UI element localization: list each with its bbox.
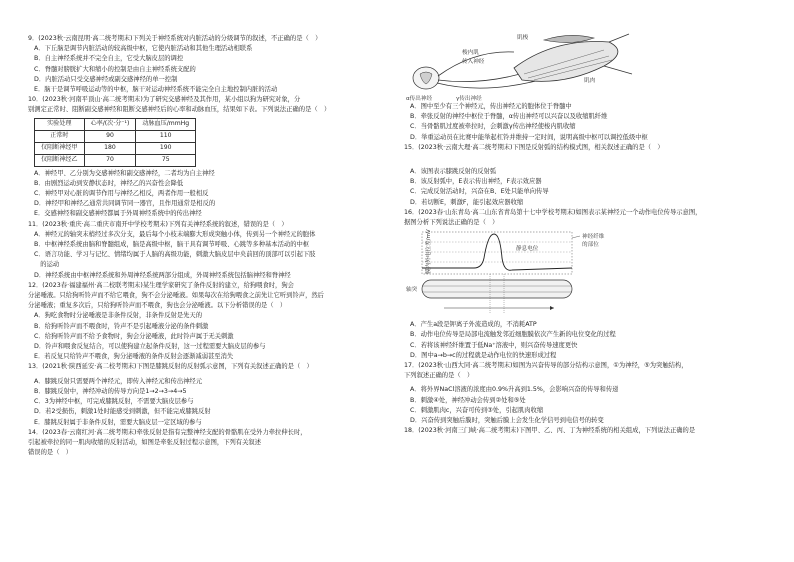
question-stem: 17．(2023秋·山西大同·高二统考期末)如图为兴奋传导的部分结构示意图，①为神经，⑤为突触结构， (404, 362, 688, 370)
table-header: 动脉血压/mmHg (136, 118, 196, 130)
option: C．若将该神经纤维置于低Na⁺溶液中，则兴奋传导速度更快 (410, 341, 578, 349)
option: D．图中a→b→c的过程就是动作电位的快速形成过程 (410, 351, 557, 359)
option: B．刺激④处，神经冲动会传到②处和⑤处 (410, 396, 526, 404)
question-stem: 10．(2023秋·河南平顶山·高二统考期末)为了研究交感神经及其作用，某小组以狗为研究对象，分 (28, 96, 301, 104)
option: E．膝跳反射属于非条件反射，需要大脑皮层一定区域的参与 (34, 418, 202, 426)
figure-label: 肌肉 (584, 78, 596, 84)
question-15 (404, 143, 766, 208)
question-12 (28, 281, 390, 363)
option: A．神经元的轴突末梢经过多次分支，最后每个小枝末端膨大形成突触小体，传到另一个神经元的胞体 (34, 230, 316, 238)
question-13 (28, 362, 390, 427)
table-row (35, 154, 196, 166)
option: 的运动 (34, 261, 60, 269)
figure-label: 神经纤维 (582, 234, 605, 241)
figure-label: 传入神经 (462, 59, 485, 65)
option: A．图中至少有三个神经元，传出神经元的胞体位于脊髓中 (410, 103, 572, 110)
question-10 (28, 95, 390, 219)
option: C．3为神经中枢，可完成膝跳反射，不需要大脑皮层参与 (34, 398, 194, 406)
question-stem-line2: 下列叙述正确的是（ ） (404, 372, 474, 380)
question-stem: 14．(2023春·云南红河·高二统考期末)牵张反射是指有完整神经支配的骨骼肌在受外力牵拉伸长时， (28, 428, 307, 436)
option: D．举重运动员在比赛中能举起杠铃并维持一定时间，说明高级中枢可以调控低级中枢 (410, 133, 648, 141)
option: B．给狗听铃声而不喂食时，铃声不是引起唾液分泌的条件刺激 (34, 322, 209, 330)
question-stem-line2: 别测定正常时、阻断副交感神经和阻断交感神经后的心率和动脉血压，结果如下表。下列说法正确的是（ ） (28, 106, 331, 114)
option: D．神经甲和神经乙通常共同调节同一器官，且作用通常是相反的 (34, 200, 216, 208)
option: B．中枢神经系统由脑和脊髓组成，脑是高级中枢，脑干具有调节呼吸、心跳等多种基本活动的中枢 (34, 241, 310, 249)
option: C．神经甲对心脏的调节作用与神经乙相反，两者作用一般相反 (34, 190, 209, 198)
experiment-table (34, 118, 196, 167)
table-cell: 110 (136, 130, 196, 142)
question-stem: 9．(2023秋·云南昆明·高二统考期末)下列关于神经系统对内脏活动的分级调节的叙述，不正确的是（ ） (28, 35, 322, 42)
option: A．神经甲、乙分别为交感神经和副交感神经，二者均为自主神经 (34, 169, 215, 177)
question-stem-line3: 分泌唾液；重复多次后，只给狗听铃声而不喂食，狗也会分泌唾液。以下分析错误的是（ ） (28, 302, 287, 310)
question-16 (404, 208, 766, 361)
table-row (35, 130, 196, 142)
question-9 (28, 34, 390, 95)
question-17 (404, 361, 766, 426)
option: E．交感神经和副交感神经都属于外周神经系统中的传出神经 (34, 210, 202, 218)
question-stem-line2: 分泌唾液。只给狗听铃声而不给它喂食，狗不会分泌唾液。如果每次在给狗喂食之前先让它听到铃声，然后 (28, 292, 324, 300)
option: C．给狗听铃声而不给予食物时，狗会分泌唾液，此时铃声属于无关刺激 (34, 332, 234, 340)
figure-label: 梭内肌 (462, 50, 479, 56)
option: E．脑干是调节呼吸运动等的中枢，脑干对运动神经系统不能完全自主地控制内脏的活动 (34, 86, 278, 94)
option: A．狗吃食物时分泌唾液是非条件反射，非条件反射是先天的 (34, 312, 203, 320)
option: B．动作电位传导是局部电流触发邻近细胞膜依次产生新的电位变化的过程 (410, 331, 616, 339)
question-14 (28, 428, 390, 459)
option: D．内脏活动只受交感神经或副交感神经的单一控制 (34, 75, 178, 83)
action-potential-figure (404, 228, 766, 320)
question-stem: 16．(2023春·山东青岛·高二山东省青岛第十七中学校考期末)如图表示某神经元一个动作电位传导示意图， (404, 208, 702, 216)
table-cell: 75 (136, 154, 196, 166)
right-column (404, 30, 766, 436)
table-row (35, 142, 196, 154)
figure-label: 肌梭 (517, 35, 529, 41)
option: C．刺激肌肉c，兴奋可传到③处，引起肌肉收缩 (410, 406, 544, 414)
figure-label: 静息电位 (516, 246, 539, 253)
stretch-reflex-diagram (404, 30, 644, 102)
action-potential-diagram (404, 228, 654, 320)
figure-label: α传出神经 (406, 96, 433, 102)
question-stem-line3: 错误的是（ ） (28, 449, 73, 457)
option: A．膝跳反射只需要两个神经元，即传入神经元和传出神经元 (34, 377, 203, 385)
option: A．产生a段是钾离子外流造成的，不消耗ATP (410, 321, 537, 329)
question-stem: 11．(2023秋·重庆·高二重庆市南开中学校考期末)下列有关神经系统的叙述，错误的是（ ） (28, 220, 288, 228)
option: B．由剧烈运动到安静状态时，神经乙的兴奋性会降低 (34, 179, 184, 187)
left-column (28, 34, 390, 458)
question-stem: 12．(2023春·福建福州·高二校联考期末)某生理学家研究了条件反射的建立，给狗喂食时，狗会 (28, 281, 294, 289)
option: C．完成反射活动时，兴奋在B、E处只能单向传导 (410, 188, 549, 196)
figure-label: γ传出神经 (456, 96, 482, 102)
table-cell: 仅阻断神经乙 (35, 154, 85, 166)
figure-label: 的部位 (582, 242, 599, 249)
stretch-reflex-figure (404, 30, 766, 102)
option: D．神经系统由中枢神经系统和外周神经系统两部分组成，外周神经系统包括脑神经和脊神经 (34, 271, 291, 279)
table-cell: 仅阻断神经甲 (35, 142, 85, 154)
figure-label: 轴突 (406, 287, 418, 294)
table-cell: 正常时 (35, 130, 85, 142)
question-stem: 13．(2021秋·陕西延安·高二校考期末)下图是膝跳反射的反射弧示意图，下列有关叙述正确的是（ ） (28, 363, 313, 371)
option: C．语言功能、学习与记忆、情绪均属于人脑的高级功能，刺激大脑皮层中央前回的顶部可以引起下肢 (34, 251, 316, 259)
option: D．若切断E，刺激F，能引起效应器收缩 (410, 198, 524, 206)
option: D．若2受损伤，刺激1处时能感受到刺激，但不能完成膝跳反射 (34, 408, 211, 416)
option: B．膝跳反射中，神经冲动的传导方向是1→2→3→4→5 (34, 387, 187, 395)
option: E．若反复只给铃声不喂食，狗分泌唾液的条件反射会逐渐减弱甚至消失 (34, 353, 234, 361)
option: B．该反射弧中，E表示传出神经，F表示效应器 (410, 178, 542, 186)
option: A．下丘脑是调节内脏活动的较高级中枢，它使内脏活动和其他生理活动相联系 (34, 45, 253, 53)
option: B．自主神经系统并不完全自主，它受大脑皮层的调控 (34, 55, 184, 63)
option: D．铃声和喂食反复结合，可以使狗建立起条件反射，这一过程需要大脑皮层的参与 (34, 343, 266, 351)
question-stem-line2: 引起被牵拉的同一肌肉收缩的反射活动，如图是牵张反射过程示意图，下列有关叙述 (28, 438, 261, 446)
option: A．将外界NaCl溶液的浓度由0.9%升高到1.5%，会影响兴奋的传导和传递 (410, 386, 619, 394)
question-11 (28, 220, 390, 281)
table-cell: 180 (84, 142, 136, 154)
option: A．该图表示膝跳反射的反射弧 (410, 168, 497, 176)
y-axis-label: 膜内外电位差/mV (426, 229, 432, 275)
option: B．牵张反射的神经中枢位于脊髓，α传出神经可以兴奋以及收缩肌纤维 (410, 113, 608, 121)
table-header: 心率/(次·分⁻¹) (84, 118, 136, 130)
table-header: 实验处理 (35, 118, 85, 130)
table-cell: 90 (84, 130, 136, 142)
question-18 (404, 426, 766, 436)
option: C．当骨骼肌过度被牵拉时，会刺激γ传出神经使梭内肌收缩 (410, 123, 576, 131)
option: C．脊髓对膀胱扩大和缩小的控制是由自主神经系统支配的 (34, 65, 196, 73)
question-stem-line2: 据图分析下列说法正确的是（ ） (404, 219, 499, 227)
question-stem: 15．(2023秋·云南大理·高二统考期末)下图是反射弧的结构模式图，相关叙述正确的是（ ） (404, 143, 664, 151)
table-cell: 190 (136, 142, 196, 154)
option: D．兴奋传到突触后膜时，突触后膜上会发生化学信号到电信号的转变 (410, 417, 604, 425)
table-cell: 70 (84, 154, 136, 166)
question-stem: 18．(2023秋·河南三门峡·高二统考期末)下图甲、乙、丙、丁为神经系统的相关组成，下列说法正确的是 (404, 427, 696, 435)
